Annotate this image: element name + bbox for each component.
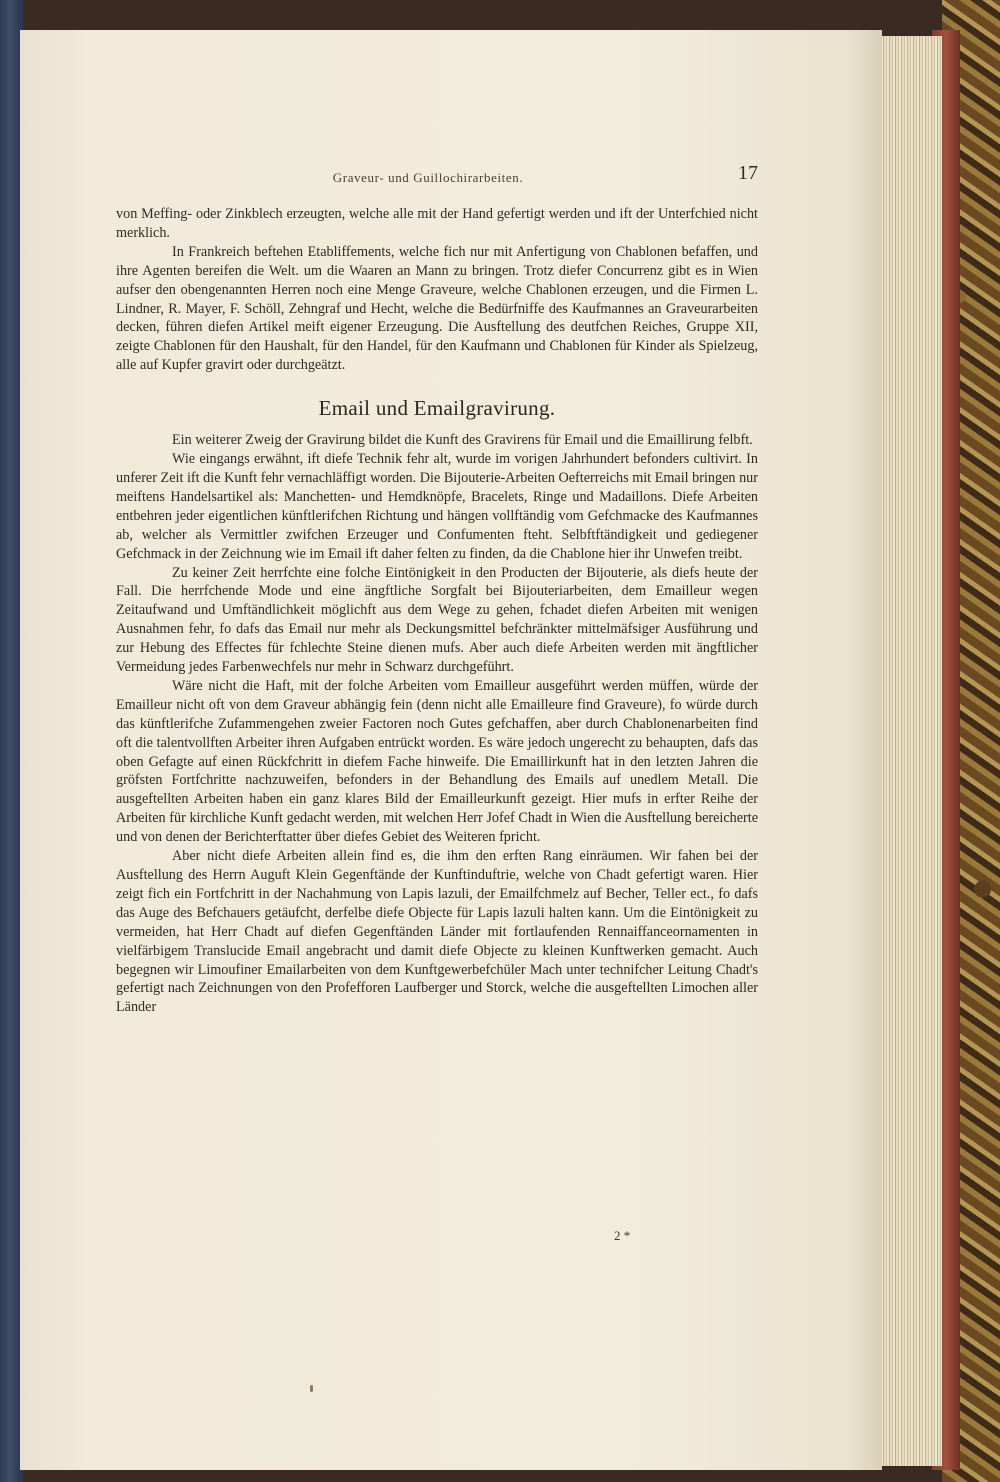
paper-speck (310, 1385, 313, 1392)
paragraph-7: Aber nicht diefe Arbeiten allein find es, die ihm den erften Rang einräumen. Wir fahen bei der Ausftellung des Herrn Auguft Klein Gegenftände der Kunftinduftrie, welche von Chadt gefertigt waren. Hier zeigt fich ein Fortfchritt in der Nachahmung von Lapis lazuli, der Emailfchmelz auf Becher, Teller ect., fo dafs das Auge des Befchauers getäufcht, derfelbe diefe Objecte für Lapis lazuli halten kann. Um die Eintönigkeit zu vermeiden, hat Herr Chadt auf diefen Gegenftänden Länder mit fortlaufenden Rennaiffanceornamenten in vielfärbigem Translucide Email angebracht und damit diefe Objecte zu kleinen Kunftwerken gemacht. Auch begegnen wir Limoufiner Emailarbeiten von dem Kunftgewerbefchüler Mach unter technifcher Leitung Chadt's gefertigt nach Zeichnungen von den Profefforen Laufberger und Storck, welche die ausgeftellten Limochen aller Länder (116, 848, 758, 1016)
paragraph-2: In Frankreich beftehen Etabliffements, welche fich nur mit Anfertigung von Chablonen befaffen, und ihre Agenten bereifen die Welt. um die Waaren an Mann zu bringen. Trotz diefer Concurrenz gibt es in Wien aufser den obengenannten Herren noch eine Menge Graveure, welche Chablonen erzeugen, und die Firmen L. Lindner, R. Mayer, F. Schöll, Zehngraf und Hecht, welche die Bedürfniffe des Kaufmannes an Graveurarbeiten decken, führen diefen Artikel meift eigener Erzeugung. Die Ausftellung des deutfchen Reiches, Gruppe XII, zeigte Chablonen für den Haushalt, für den Handel, für den Kaufmann und Chablonen für Kinder als Spielzeug, alle auf Kupfer gravirt oder durchgeätzt. (116, 243, 758, 374)
running-head: Graveur- und Guillochirarbeiten. (332, 170, 524, 185)
paragraph-4: Wie eingangs erwähnt, ift diefe Technik fehr alt, wurde im vorigen Jahrhundert befonders cultivirt. In unferer Zeit ift die Kunft fehr vernachläffigt worden. Die Bijouterie-Arbeiten Oefterreichs mit Email bringen nur meiftens Handelsartikel als: Manchetten- und Hemdknöpfe, Bracelets, Ringe und Madaillons. Diefe Arbeiten entbehren jeder eigentlichen künftlerifchen Richtung und hängen vollftändig vom Gefchmacke des Kaufmannes ab, welcher als Vermittler zwifchen Erzeuger und Confumenten fteht. Selbftftändigkeit und gediegener Gefchmack in der Zeichnung wie im Email ift daher felten zu finden, da die Chablone hier ihr Unwefen treibt. (116, 451, 758, 562)
page-text (116, 205, 758, 1017)
paragraph-5: Zu keiner Zeit herrfchte eine folche Eintönigkeit in den Producten der Bijouterie, als diefs heute der Fall. Die herrfchende Mode und eine ängftliche Sorgfalt bei Bijouteriarbeiten, dem Emailleur wegen Zeitaufwand und Umftändlichkeit möglichft aus dem Wege zu gehen, fchadet diefen Arbeiten mit wenigen Ausnahmen fehr, fo dafs das Email nur mehr als Deckungsmittel befchränkter mittelmäfsiger Ausführung und zur Hebung des Effectes für fchlechte Steine dienen mufs. Aber auch diefe Arbeiten werden mit ängftlicher Vermeidung jedes Farbenwechfels nur mehr in Schwarz durchgeführt. (116, 564, 758, 676)
section-heading: Email und Emailgravirung. (318, 396, 556, 421)
page-number: 17 (738, 162, 758, 184)
paragraph-3: Ein weiterer Zweig der Gravirung bildet die Kunft des Gravirens für Email und die Emaillirung felbft. (172, 432, 753, 449)
paragraph-6: Wäre nicht die Haft, mit der folche Arbeiten vom Emailleur ausgeführt werden müffen, würde der Emailleur nicht oft von dem Graveur abhängig fein (denn nicht alle Emailleure find Graveure), fo würde durch das künftlerifche Zufammengehen zweier Factoren noch Gutes gefchaffen, aber durch Chablonenarbeiten find oft die talentvollften Arbeiter ihren Aufgaben entrückt worden. Es wäre jedoch ungerecht zu behaupten, dafs das oben Gefagte auf einen Rückfchritt in diefem Fache hinweife. Die Emaillirkunft hat in den letzten Jahren die gröfsten Fortfchritte nachzuweifen, befonders in der Behandlung des Emails auf unedlem Metall. Die ausgeftellten Arbeiten haben ein ganz klares Bild der Emailleurkunft gezeigt. Hier mufs in erfter Reihe der Arbeiten für kirchliche Kunft gedacht werden, mit welchen Herr Jofef Chadt in Wien die Ausftellung bereicherte und von denen der Berichterftatter über diefes Gebiet des Weiteren fpricht. (116, 677, 758, 846)
paragraph-1: von Meffing- oder Zinkblech erzeugten, welche alle mit der Hand gefertigt werden und ift der Unterfchied nicht merklich. (116, 206, 758, 241)
signature-mark: 2 * (614, 1228, 631, 1243)
